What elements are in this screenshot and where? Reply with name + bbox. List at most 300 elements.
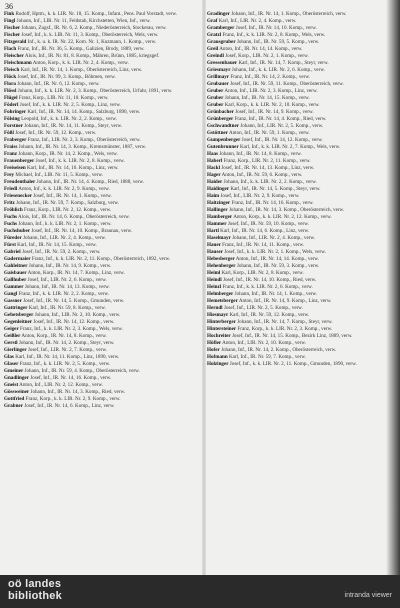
register-entry bbox=[4, 46, 199, 52]
entry-details: Johann, Inf., IR. Nr. 14, 3. Komp., Kremsmünster, 1887, verw. bbox=[18, 144, 147, 150]
entry-details: Josef, Inf., IR. Nr. 14, 1. Komp., verw. bbox=[33, 193, 112, 199]
register-entry bbox=[4, 172, 199, 178]
entry-details: Franz, Korp., LIR. Nr. 11, 10. Komp., verw. bbox=[18, 95, 109, 101]
entry-details: Josef, Inf., IR. Nr. 14, 12. Komp., verw. bbox=[241, 137, 323, 143]
register-entry bbox=[4, 305, 199, 311]
entry-details: Josef, Inf., k. k. LIR. Nr. 11, 3. Komp., Oberösterreich, Wels, verw. bbox=[21, 32, 159, 38]
register-entry bbox=[207, 305, 387, 311]
entry-details: Alois, Inf., IR. Nr. 14, 6. Komp., Oberösterreich, verw. bbox=[18, 214, 130, 220]
entry-details: Josef, Inf., IR. Nr. 59, 10. Komp., verw. bbox=[227, 221, 309, 227]
entry-details: Leopold, Inf., k. k. LIR. Nr. 2, 2. Komp., verw. bbox=[21, 116, 117, 122]
register-entry bbox=[4, 333, 199, 339]
register-entry bbox=[207, 67, 387, 73]
entry-details: Anton, Inf., IR. Nr. 14, 14. Komp., verw. bbox=[235, 256, 320, 262]
register-entry bbox=[207, 256, 387, 262]
register-entry bbox=[4, 11, 199, 17]
entry-surname: Fürst bbox=[4, 242, 16, 248]
register-entry bbox=[207, 25, 387, 31]
register-entry bbox=[207, 312, 387, 318]
entry-details: Michael, Inf., LIR. Nr. 11, 5. Komp., verw. bbox=[15, 172, 103, 178]
register-entry bbox=[207, 270, 387, 276]
register-entry bbox=[4, 347, 199, 353]
entry-details: Karl, Inf., IR. Nr. 59, 12. Komp., verw. bbox=[229, 312, 310, 318]
register-entry bbox=[207, 242, 387, 248]
register-entry bbox=[4, 144, 199, 150]
register-entry bbox=[4, 102, 199, 108]
register-entry bbox=[207, 39, 387, 45]
entry-surname: Fröhlich bbox=[4, 207, 23, 213]
entry-surname: Grünberger bbox=[207, 116, 234, 122]
entry-details: Franz, Inf., k. k. LIR. Nr. 2, 3. Komp., Wels, verw. bbox=[20, 326, 123, 332]
entry-details: Josef, Inf., IR. Nr. 14, 13. Komp., Linz, verw. bbox=[221, 165, 315, 171]
entry-details: Rudolf, Hptm., k. k. LIR. Nr. 18, 15. Komp., Infant., Pens. Paul Vorstadt, verw. bbox=[15, 11, 177, 17]
entry-details: Josef, Inf., LIR. Nr. 2, 6. Komp., verw. bbox=[27, 277, 107, 283]
entry-surname: Gallhuber bbox=[4, 277, 27, 283]
register-entry bbox=[207, 137, 387, 143]
entry-surname: Gradinger bbox=[207, 11, 230, 17]
entry-surname: Gössweiner bbox=[4, 389, 30, 395]
entry-details: Josef, Inf., LIR. Nr. 2, 9. Komp., verw. bbox=[220, 193, 300, 199]
entry-details: Johann, Inf., LIR. Nr. 2, 4. Komp., verw. bbox=[23, 235, 107, 241]
entry-surname: Grünbacher bbox=[207, 109, 234, 115]
entry-surname: Haberl bbox=[207, 158, 223, 164]
entry-surname: Gramberger bbox=[207, 25, 235, 31]
entry-surname: Glaser bbox=[4, 361, 19, 367]
entry-details: Johann, Inf., IR. Nr. 14, 15. Komp., verw. bbox=[224, 95, 310, 101]
entry-details: Inf., k. u. k. IR. Nr. 22, Kom. Nr. 1, Kuzmann, 1. Komp., verw. bbox=[27, 39, 157, 45]
entry-surname: Friedl bbox=[4, 186, 18, 192]
entry-surname: Gruber bbox=[207, 95, 224, 101]
entry-surname: Fritz bbox=[4, 200, 15, 206]
entry-details: Josef, Inf., IR. Nr. 14, 16. Komp., verw. bbox=[30, 375, 112, 381]
register-entry bbox=[4, 53, 199, 59]
entry-details: Franz, Korp., k. k. LIR. Nr. 2, 9. Komp., verw. bbox=[25, 396, 121, 402]
entry-surname: Grillmayr bbox=[207, 74, 230, 80]
entry-surname: Fleischer bbox=[4, 53, 24, 59]
entry-details: Johann, Inf., k. k. LIR. Nr. 2, 3. Komp., Oberösterreich, Urfahr, 1891, verw. bbox=[17, 88, 173, 94]
entry-surname: Haidinger bbox=[207, 186, 230, 192]
entry-surname: Heinzl bbox=[207, 284, 222, 290]
entry-surname: Flügel bbox=[4, 95, 18, 101]
register-entry bbox=[4, 242, 199, 248]
entry-details: Franz, Korp., k. k. LIR. Nr. 2, 3. Komp., verw. bbox=[237, 326, 333, 332]
entry-surname: Fößl bbox=[4, 130, 14, 136]
entry-surname: Grubauer bbox=[207, 81, 229, 87]
register-entry bbox=[207, 11, 387, 17]
register-entry bbox=[4, 228, 199, 234]
entry-details: Johann, Inf., IR. Nr. 14, 3. Komp., Ried, verw. bbox=[30, 389, 126, 395]
entry-details: Franz, Inf., k. k. LIR. Nr. 2, 8. Komp., Wels, verw. bbox=[222, 32, 326, 38]
entry-surname: Gattringer bbox=[4, 305, 28, 311]
entry-surname: Hochreiter bbox=[207, 333, 231, 339]
entry-details: Franz, Korp., LIR. Nr. 2, 12. Komp., verw. bbox=[23, 207, 112, 213]
entry-details: Josef, Inf., IR. Nr. 14, 10. Komp., Ried, verw. bbox=[223, 277, 317, 283]
entry-details: Karl, Inf., IR. Nr. 59, 7. Komp., verw. bbox=[228, 354, 307, 360]
register-entry bbox=[4, 67, 199, 73]
entry-details: Franz, Inf., IR. Nr. 36, 5. Komp., Galizien, Brody, 1889, verw. bbox=[17, 46, 145, 52]
entry-details: Johann, Inf., IR. Nr. 59, 7. Komp., Salzburg, verw. bbox=[16, 200, 120, 206]
entry-surname: Gahleitner bbox=[4, 263, 28, 269]
register-entry bbox=[4, 319, 199, 325]
register-entry bbox=[207, 88, 387, 94]
entry-surname: Gnadlinger bbox=[4, 375, 29, 381]
entry-details: Franz, Inf., IR. Nr. 14, 11. Komp., verw. bbox=[222, 242, 305, 248]
entry-surname: Haim bbox=[207, 193, 220, 199]
register-entry bbox=[207, 158, 387, 164]
register-entry bbox=[4, 25, 199, 31]
register-entry bbox=[207, 326, 387, 332]
register-entry bbox=[4, 403, 199, 409]
entry-surname: Frey bbox=[4, 172, 15, 178]
entry-surname: Haider bbox=[207, 179, 223, 185]
entry-surname: Freiseisen bbox=[4, 165, 26, 171]
entry-details: Johann, Korp., IR. Nr. 14, 2. Komp., Wels, verw. bbox=[18, 151, 118, 157]
entry-details: Josef, Inf., LIR. Nr. 2, 5. Komp., verw. bbox=[223, 305, 303, 311]
register-entry bbox=[207, 214, 387, 220]
entry-details: Karl, Inf., LIR. Nr. 2, 4. Komp., verw. bbox=[218, 18, 297, 24]
entry-surname: Geißler bbox=[4, 333, 21, 339]
entry-details: Josef, Inf., k. k. LIR. Nr. 2, 8. Komp., verw. bbox=[35, 158, 125, 164]
register-entry bbox=[207, 18, 387, 24]
entry-surname: Fraiss bbox=[4, 144, 18, 150]
entry-surname: Gottfried bbox=[4, 396, 25, 402]
entry-surname: Grabner bbox=[4, 403, 23, 409]
register-entry bbox=[4, 179, 199, 185]
entry-surname: Fölsing bbox=[4, 116, 20, 122]
entry-details: Josef, Inf., k. k. LIR. Nr. 2, 11. Komp., Gmunden, 1890, verw. bbox=[229, 361, 357, 367]
entry-surname: Holzinger bbox=[207, 361, 229, 367]
entry-details: Johann, Inf., IR. Nr. 14, 2. Komp., Steyr, verw. bbox=[18, 340, 115, 346]
entry-details: Josef, Inf., LIR. Nr. 2, 7. Komp., verw. bbox=[27, 347, 107, 353]
entry-details: Karl, Inf., IR. Nr. 14, 16. Komp., Linz, verw. bbox=[26, 165, 119, 171]
register-entry bbox=[4, 263, 199, 269]
register-entry bbox=[4, 256, 199, 262]
register-entry bbox=[4, 396, 199, 402]
entry-details: Johann, Inf., IR. Nr. 14, 4. Komp., Ried, 1888, verw. bbox=[36, 179, 144, 185]
register-entry bbox=[4, 277, 199, 283]
register-entry bbox=[207, 361, 387, 367]
entry-details: Karl, Inf., IR. Nr. 59, 8. Komp., verw. bbox=[28, 305, 106, 311]
entry-details: Karl, Inf., IR. Nr. 14, 5. Komp., Steyr, verw. bbox=[230, 186, 321, 192]
entry-details: Franz, Inf., k. k. LIR. Nr. 2, 6. Komp., verw. bbox=[222, 284, 313, 290]
register-entry bbox=[4, 109, 199, 115]
viewer-label[interactable]: intranda viewer bbox=[344, 592, 392, 599]
entry-surname: Haitzinger bbox=[207, 200, 231, 206]
page-number: 36 bbox=[5, 2, 13, 11]
register-entry bbox=[207, 200, 387, 206]
entry-surname: Grausgruber bbox=[207, 39, 236, 45]
register-entry bbox=[4, 95, 199, 101]
entry-details: Johann, Inf., LIR. Nr. 2, 10. Komp., verw. bbox=[34, 312, 121, 318]
entry-details: Karl, Korp., k. k. LIR. Nr. 2, 10. Komp., verw. bbox=[224, 102, 320, 108]
right-column bbox=[207, 11, 387, 571]
entry-surname: Gutenbrunner bbox=[207, 144, 239, 150]
entry-surname: Glas bbox=[4, 354, 14, 360]
entry-surname: Fleisch bbox=[4, 67, 20, 73]
entry-surname: Helmberger bbox=[207, 291, 234, 297]
entry-surname: Griesmayr bbox=[207, 67, 231, 73]
register-entry bbox=[207, 284, 387, 290]
entry-surname: Gruber bbox=[207, 102, 224, 108]
entry-details: Johann, Inf., IR. Nr. 6, 12. Komp., verw. bbox=[17, 81, 100, 87]
entry-details: Alois, Inf., IR. Nr. 81, 8. Komp., Mähren, Brünn, 1885, kriegsgef. bbox=[24, 53, 160, 59]
register-entry bbox=[4, 116, 199, 122]
entry-details: Anton, Inf., LIR. Nr. 2, 12. Komp., verw. bbox=[19, 382, 104, 388]
entry-surname: Hehenberger bbox=[207, 263, 236, 269]
entry-surname: Geiger bbox=[4, 326, 19, 332]
entry-surname: Haselmayr bbox=[207, 235, 231, 241]
register-entry bbox=[4, 368, 199, 374]
entry-details: Karl, Inf., IR. Nr. 14, 7. Komp., Steyr, verw. bbox=[238, 60, 329, 66]
entry-surname: Gaisbauer bbox=[4, 270, 27, 276]
column-gutter bbox=[202, 0, 206, 575]
entry-details: Johann, Inf., k. k. LIR. Nr. 2, 6. Komp., verw. bbox=[231, 67, 325, 73]
entry-details: Anton, Korp., k. k. LIR. Nr. 2, 12. Komp., verw. bbox=[233, 214, 332, 220]
register-entry bbox=[4, 361, 199, 367]
entry-details: Josef, Inf., IR. Nr. 14, 5. Komp., Gmunden, verw. bbox=[23, 298, 125, 304]
entry-details: Josef, Inf., IR. Nr. 14, 12. Komp., verw. bbox=[33, 319, 115, 325]
entry-details: Anton, Inf., IR. Nr. 14, 14. Komp., verw. bbox=[219, 46, 303, 52]
register-entry bbox=[4, 354, 199, 360]
entry-surname: Gumpenberger bbox=[207, 137, 241, 143]
entry-details: Johann, Inf., IR. Nr. 14, 2. Komp., Oberösterreich, verw. bbox=[221, 347, 337, 353]
register-entry bbox=[207, 347, 387, 353]
register-entry bbox=[4, 270, 199, 276]
entry-surname: Fuchs bbox=[4, 221, 18, 227]
entry-details: Karl, Inf., k. k. LIR. Nr. 2, 7. Komp., Wels, verw. bbox=[239, 144, 341, 150]
entry-details: Karl, Inf., IR. Nr. 14, 11. Komp., Linz, 1890, verw. bbox=[15, 354, 120, 360]
entry-details: Johann, Inf., IR. Nr. 14, 1. Komp., Oberösterreich, verw. bbox=[231, 11, 347, 17]
entry-details: Anton, Korp., k. k. LIR. Nr. 2, 4. Komp., verw. bbox=[32, 60, 129, 66]
register-entry bbox=[4, 130, 199, 136]
entry-details: Johann, Inf., LIR. Nr. 2, 5. Komp., verw. bbox=[240, 123, 324, 129]
entry-surname: Forstner bbox=[4, 123, 23, 129]
entry-details: Johann, Inf., LIR. Nr. 2, 4. Komp., verw. bbox=[232, 235, 316, 241]
entry-surname: Fraberger bbox=[4, 137, 27, 143]
entry-details: Josef, Inf., IR. Nr. 14, 9. Komp., verw. bbox=[235, 109, 314, 115]
register-entry bbox=[207, 340, 387, 346]
register-entry bbox=[207, 298, 387, 304]
register-entry bbox=[4, 39, 199, 45]
left-column bbox=[4, 11, 199, 571]
register-entry bbox=[207, 186, 387, 192]
register-entry bbox=[4, 151, 199, 157]
register-entry bbox=[207, 221, 387, 227]
register-entry bbox=[207, 144, 387, 150]
entry-surname: Gadermaier bbox=[4, 256, 31, 262]
entry-surname: Fleischmann bbox=[4, 60, 32, 66]
entry-surname: Gammer bbox=[4, 284, 24, 290]
entry-details: Franz, Inf., k. k. LIR. Nr. 2, 2. Komp., verw. bbox=[18, 291, 109, 297]
entry-surname: Hintersteiner bbox=[207, 326, 237, 332]
register-entry bbox=[4, 123, 199, 129]
register-entry bbox=[207, 333, 387, 339]
entry-details: Josef, Inf., IR. Nr. 14, 15. Komp., Bezirk Linz, 1889, verw. bbox=[231, 333, 353, 339]
register-entry bbox=[207, 179, 387, 185]
entry-details: Franz, Inf., k. k. LIR. Nr. 2, 11. Komp., Oberösterreich, 1892, verw. bbox=[31, 256, 171, 262]
register-entry bbox=[207, 207, 387, 213]
entry-details: Anton, Inf., LIR. Nr. 2, 3. Komp., Linz, verw. bbox=[224, 88, 318, 94]
entry-details: Josef, Inf., IR. Nr. 14, 10. Komp., Braunau, verw. bbox=[31, 228, 133, 234]
register-entry bbox=[4, 137, 199, 143]
register-entry bbox=[207, 102, 387, 108]
entry-surname: Gabriel bbox=[4, 249, 21, 255]
entry-surname: Hartl bbox=[207, 228, 219, 234]
entry-details: Anton, Inf., LIR. Nr. 2, 10. Komp., verw. bbox=[222, 340, 307, 346]
entry-surname: Flach bbox=[4, 46, 17, 52]
entry-surname: Flössl bbox=[4, 88, 17, 94]
entry-surname: Flöck bbox=[4, 74, 17, 80]
entry-details: Johann, Inf., IR. Nr. 59, 4. Komp., Oberösterreich, verw. bbox=[24, 368, 140, 374]
entry-surname: Gschwandtner bbox=[207, 123, 239, 129]
entry-details: Anton, Korp., IR. Nr. 14, 8. Komp., verw. bbox=[21, 333, 107, 339]
register-entry bbox=[4, 60, 199, 66]
entry-details: Anton, Inf., IR. Nr. 59, 6. Komp., verw. bbox=[221, 172, 303, 178]
entry-details: Franz, Inf., IR. Nr. 14, 16. Komp., verw. bbox=[231, 200, 314, 206]
entry-details: Karl, Inf., IR. Nr. 14, 1. Komp., Oberösterreich, Linz, verw. bbox=[20, 67, 143, 73]
entry-surname: Gratzl bbox=[207, 32, 222, 38]
entry-surname: Fink bbox=[4, 11, 15, 17]
register-entry bbox=[4, 214, 199, 220]
register-entry bbox=[207, 151, 387, 157]
register-entry bbox=[4, 18, 199, 24]
entry-details: Johann, Inf., k. k. LIR. Nr. 2, 1. Komp., verw. bbox=[18, 221, 112, 227]
entry-surname: Fischer bbox=[4, 32, 21, 38]
register-entry bbox=[207, 172, 387, 178]
entry-details: Johann, Inf., IR. Nr. 59, 3. Komp., verw. bbox=[236, 263, 320, 269]
register-entry bbox=[4, 284, 199, 290]
entry-details: Josef, Inf., IR. Nr. 59, 2. Komp., verw. bbox=[21, 249, 101, 255]
entry-surname: Hammer bbox=[207, 221, 227, 227]
entry-details: Johann, Inf., IR. Nr. 14, 7. Komp., Steyr, verw. bbox=[237, 319, 333, 325]
entry-surname: Hauer bbox=[207, 242, 221, 248]
register-entry bbox=[4, 74, 199, 80]
register-entry bbox=[4, 235, 199, 241]
register-entry bbox=[207, 116, 387, 122]
entry-surname: Greindl bbox=[207, 53, 224, 59]
entry-surname: Föderl bbox=[4, 102, 19, 108]
entry-details: Karl, Inf., IR. Nr. 14, 15. Komp., verw. bbox=[17, 242, 97, 248]
entry-surname: Fuchs bbox=[4, 214, 18, 220]
entry-surname: Füreder bbox=[4, 235, 22, 241]
entry-surname: Freudenthaler bbox=[4, 179, 36, 185]
entry-details: Franz, Inf., IR. Nr. 14, 4. Komp., Ried, verw. bbox=[234, 116, 327, 122]
register-entry bbox=[4, 186, 199, 192]
entry-details: Johann, Inf., IR. Nr. 14, 8. Komp., verw. bbox=[219, 151, 302, 157]
entry-surname: Höfler bbox=[207, 340, 222, 346]
entry-surname: Gegenleitner bbox=[4, 319, 33, 325]
entry-details: Johann, Inf., IR. Nr. 14, 1. Komp., verw. bbox=[234, 291, 318, 297]
register-entry bbox=[207, 193, 387, 199]
register-entry bbox=[4, 389, 199, 395]
entry-surname: Gmeiner bbox=[4, 368, 24, 374]
entry-details: Johann, Inf., IR. Nr. 14, 3. Komp., Oberösterreich, verw. bbox=[228, 207, 345, 213]
entry-surname: Fingl bbox=[4, 18, 16, 24]
entry-surname: Gierlinger bbox=[4, 347, 27, 353]
register-entry bbox=[4, 193, 199, 199]
entry-surname: Graf bbox=[207, 18, 218, 24]
register-entry bbox=[4, 312, 199, 318]
register-entry bbox=[4, 298, 199, 304]
register-entry bbox=[207, 109, 387, 115]
entry-surname: Greil bbox=[207, 46, 219, 52]
register-entry bbox=[207, 291, 387, 297]
register-entry bbox=[207, 95, 387, 101]
entry-surname: Flora bbox=[4, 81, 16, 87]
register-entry bbox=[4, 32, 199, 38]
library-logo-line1[interactable]: oö landes bbox=[8, 578, 62, 590]
entry-details: Josef, Inf., IR. Nr. 99, 3. Komp., Böhmen, verw. bbox=[17, 74, 116, 80]
entry-surname: Fitzgerald bbox=[4, 39, 27, 45]
register-entry bbox=[4, 291, 199, 297]
register-entry bbox=[207, 32, 387, 38]
entry-surname: Gruber bbox=[207, 88, 224, 94]
entry-surname: Hofmann bbox=[207, 354, 228, 360]
register-entry bbox=[4, 165, 199, 171]
entry-details: Josef, Inf., IR. Nr. 14, 10. Komp., verw. bbox=[235, 25, 317, 31]
entry-surname: Gassner bbox=[4, 298, 22, 304]
register-entry bbox=[207, 277, 387, 283]
register-entry bbox=[207, 60, 387, 66]
entry-details: Johann, Inf., LIR. Nr. 11, Feldstab, Kirchstetten, Wien, Inf., verw. bbox=[16, 18, 151, 24]
register-entry bbox=[4, 81, 199, 87]
entry-details: Anton, Inf., IR. Nr. 59, 1. Komp., verw. bbox=[228, 130, 310, 136]
register-entry bbox=[207, 130, 387, 136]
entry-details: Anton, Inf., k. k. LIR. Nr. 2, 9. Komp., verw. bbox=[18, 186, 110, 192]
entry-details: Johann, Inf., IR. Nr. 14, 11. Komp., Steyr, verw. bbox=[24, 123, 123, 129]
register-entry bbox=[207, 123, 387, 129]
register-entry bbox=[207, 81, 387, 87]
register-entry bbox=[207, 228, 387, 234]
entry-surname: Frauenberger bbox=[4, 158, 35, 164]
register-entry bbox=[4, 382, 199, 388]
entry-details: Josef, Inf., IR. Nr. 14, 6. Komp., Linz, verw. bbox=[24, 403, 115, 409]
register-entry bbox=[4, 221, 199, 227]
entry-details: Franz, Korp., LIR. Nr. 2, 11. Komp., verw. bbox=[223, 158, 311, 164]
entry-surname: Fischer bbox=[4, 25, 21, 31]
entry-surname: Hackl bbox=[207, 165, 221, 171]
library-logo-line2[interactable]: bibliothek bbox=[8, 590, 62, 602]
entry-surname: Herndl bbox=[207, 305, 223, 311]
entry-surname: Fohringer bbox=[4, 109, 27, 115]
register-entry bbox=[4, 340, 199, 346]
register-entry bbox=[4, 200, 199, 206]
entry-details: Karl, Inf., IR. Nr. 14, 14. Komp., Salzburg, 1890, verw. bbox=[27, 109, 141, 115]
entry-details: Johann, Inf., IR. Nr. 14, 9. Komp., verw. bbox=[28, 263, 112, 269]
register-entry bbox=[207, 354, 387, 360]
entry-surname: Heindl bbox=[207, 277, 222, 283]
entry-details: Josef, Inf., IR. Nr. 59, 11. Komp., Oberösterreich, verw. bbox=[230, 81, 344, 87]
register-entry bbox=[207, 263, 387, 269]
entry-surname: Hinterberger bbox=[207, 319, 236, 325]
entry-surname: Gneist bbox=[4, 382, 19, 388]
entry-details: Josef, Inf., k. k. LIR. Nr. 2, 5. Komp., Linz, verw. bbox=[19, 102, 121, 108]
entry-surname: Gstöttner bbox=[207, 130, 228, 136]
entry-details: Johann, Inf., IR. Nr. 14, 13. Komp., verw. bbox=[24, 284, 110, 290]
entry-details: Johann, Zugsf., IR. Nr. 6, 2. Komp., Niederösterreich, Stockerau, verw. bbox=[21, 25, 167, 31]
register-entry bbox=[4, 375, 199, 381]
entry-surname: Hallinger bbox=[207, 207, 228, 213]
entry-details: Anton, Inf., IR. Nr. 14, 9. Komp., Linz, verw. bbox=[238, 298, 332, 304]
entry-surname: Hamberger bbox=[207, 214, 233, 220]
entry-details: Josef, Inf., IR. Nr. 59, 12. Komp., verw. bbox=[15, 130, 97, 136]
entry-details: Johann, Inf., IR. Nr. 59, 5. Komp., verw. bbox=[236, 39, 320, 45]
register-entry bbox=[207, 74, 387, 80]
register-entry bbox=[4, 88, 199, 94]
entry-details: Johann, Inf., k. k. LIR. Nr. 2, 2. Komp., verw. bbox=[223, 179, 317, 185]
register-entry bbox=[4, 207, 199, 213]
register-entry bbox=[207, 319, 387, 325]
